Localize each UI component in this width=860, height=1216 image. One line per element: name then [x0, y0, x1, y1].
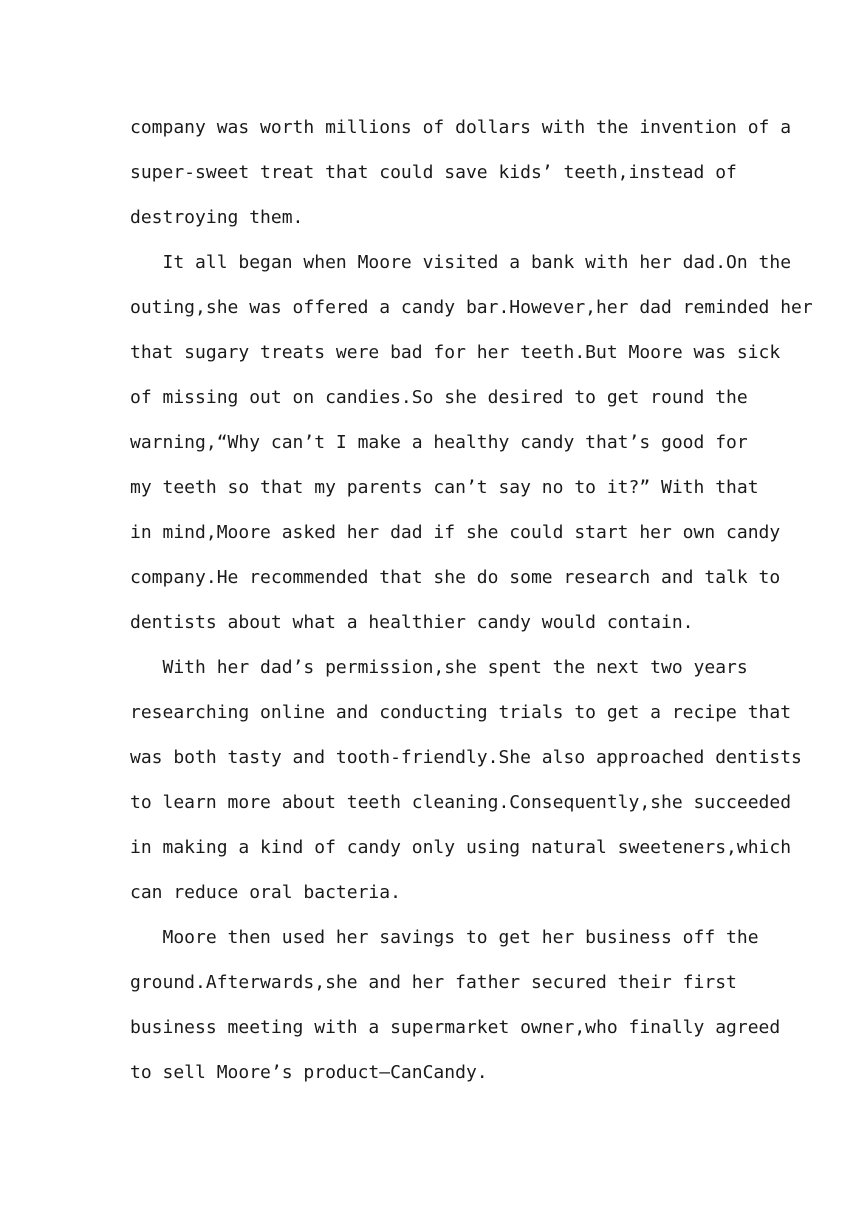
- text-line: ground.Afterwards,she and her father secured their first: [130, 972, 737, 993]
- text-line: With her dad’s permission,she spent the next two years: [130, 657, 748, 678]
- text-line: dentists about what a healthier candy would contain.: [130, 612, 694, 633]
- text-line: destroying them.: [130, 207, 304, 228]
- text-line: in mind,Moore asked her dad if she could start her own candy: [130, 522, 781, 543]
- text-line: in making a kind of candy only using natural sweeteners,which: [130, 837, 792, 858]
- text-line: company was worth millions of dollars with the invention of a: [130, 117, 792, 138]
- text-line: to sell Moore’s product—CanCandy.: [130, 1062, 488, 1083]
- text-line: that sugary treats were bad for her teeth.But Moore was sick: [130, 342, 781, 363]
- text-line: to learn more about teeth cleaning.Consequently,she succeeded: [130, 792, 792, 813]
- text-line: business meeting with a supermarket owner,who finally agreed: [130, 1017, 781, 1038]
- text-line: can reduce oral bacteria.: [130, 882, 401, 903]
- text-line: super-sweet treat that could save kids’ teeth,instead of: [130, 162, 737, 183]
- text-line: company.He recommended that she do some research and talk to: [130, 567, 781, 588]
- text-line: was both tasty and tooth-friendly.She also approached dentists: [130, 747, 802, 768]
- text-line: my teeth so that my parents can’t say no to it?” With that: [130, 477, 759, 498]
- article-text: [130, 105, 813, 1095]
- text-line: Moore then used her savings to get her business off the: [130, 927, 759, 948]
- text-line: warning,“Why can’t I make a healthy candy that’s good for: [130, 432, 748, 453]
- text-line: outing,she was offered a candy bar.However,her dad reminded her: [130, 297, 813, 318]
- text-line: of missing out on candies.So she desired to get round the: [130, 387, 748, 408]
- text-line: researching online and conducting trials to get a recipe that: [130, 702, 792, 723]
- text-line: It all began when Moore visited a bank with her dad.On the: [130, 252, 792, 273]
